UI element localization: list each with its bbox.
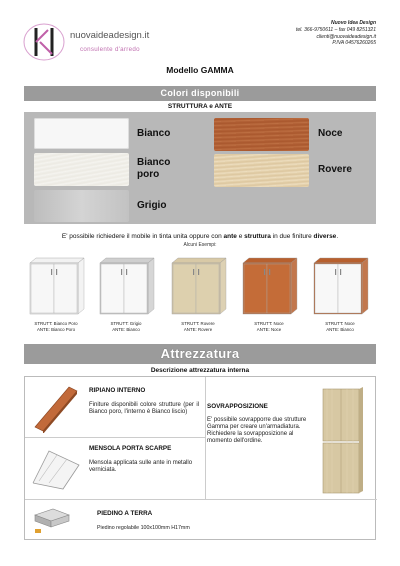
shoe-rack-icon — [29, 443, 83, 491]
item-text-shelf: Finiture disponibili colore strutture (per il Bianco poro, l'interno è Bianco liscio) — [89, 402, 199, 415]
vat-number: P.IVA 04576260265 — [332, 40, 376, 47]
item-title-foot: PIEDINO A TERRA — [97, 510, 153, 517]
email-link[interactable]: clienti@nuovaideadesign.it — [316, 33, 376, 40]
item-title-shoe-rack: MENSOLA PORTA SCARPE — [89, 445, 172, 452]
example-structure: STRUTT: Noce — [254, 321, 284, 326]
example-structure: STRUTT: Rovere — [181, 321, 215, 326]
swatch-grigio — [34, 190, 129, 222]
shelf-icon — [31, 383, 81, 433]
phone-fax: tel. 366-9750611 – fax 049 8251321 — [296, 26, 376, 33]
equipment-box — [24, 376, 376, 540]
brand-name: nuovaideadesign.it — [70, 30, 150, 41]
example-doors: ANTE: Bianco — [112, 327, 140, 332]
equipment-subtitle: Descrizione attrezzatura interna — [150, 367, 250, 374]
colors-subtitle: STRUTTURA e ANTE — [167, 103, 233, 110]
example-caption — [163, 321, 233, 333]
finish-note: E' possibile richiedere il mobile in tinta unita oppure con ante e struttura in due finiture diverse. — [61, 233, 339, 240]
example-structure: STRUTT: Noce — [325, 321, 355, 326]
example-cabinet — [168, 257, 228, 315]
example-doors: ANTE: Rovere — [183, 327, 213, 332]
example-cabinet — [26, 257, 86, 315]
swatch-label-rovere: Rovere — [318, 164, 352, 175]
page-title: Modello GAMMA — [166, 65, 234, 75]
brand-tagline: consulente d'arredo — [80, 46, 140, 53]
swatch-label-grigio: Grigio — [137, 200, 167, 211]
example-cabinet — [96, 257, 156, 315]
example-caption — [234, 321, 304, 333]
example-doors: ANTE: Bianco Poro — [36, 327, 76, 332]
brand-logo-icon — [22, 22, 66, 62]
swatch-panel — [24, 112, 376, 224]
example-caption — [21, 321, 91, 333]
examples-label: Alcuni Esempi: — [183, 242, 217, 248]
swatch-noce — [214, 118, 309, 151]
swatch-bianco-poro — [34, 153, 129, 186]
item-title-shelf: RIPIANO INTERNO — [89, 387, 146, 394]
swatch-label-bianco: Bianco — [137, 128, 171, 139]
colors-section-bar: Colori disponibili — [24, 86, 376, 101]
example-doors: ANTE: Noce — [256, 327, 282, 332]
foot-icon — [31, 505, 73, 535]
company-name: Nuovo Idea Design — [330, 20, 376, 26]
example-cabinet — [310, 257, 370, 315]
swatch-rovere — [214, 154, 309, 187]
example-cabinet — [239, 257, 299, 315]
example-caption — [305, 321, 375, 333]
item-title-stacking: SOVRAPPOSIZIONE — [207, 403, 268, 410]
swatch-bianco — [34, 118, 129, 149]
item-text-shoe-rack: Mensola applicata sulle ante in metallo verniciata. — [89, 460, 193, 473]
swatch-label-bianco-poro: Bianco poro — [137, 157, 171, 180]
example-structure: STRUTT: Bianco Poro — [34, 321, 78, 326]
contact-block — [296, 20, 376, 47]
item-text-stacking: E' possibile sovrapporre due strutture Gamma per creare un'armadiatura. Richiedere la sovrapposizione al momento dell'ordine. — [207, 417, 307, 444]
example-doors: ANTE: Bianco — [326, 327, 354, 332]
equipment-section-bar: Attrezzatura — [24, 344, 376, 364]
swatch-label-noce: Noce — [318, 128, 343, 139]
item-text-foot: Piedino regolabile 100x100mm H17mm — [97, 525, 190, 531]
example-structure: STRUTT: Grigio — [110, 321, 142, 326]
stacked-cabinet-icon — [321, 387, 365, 495]
example-caption — [91, 321, 161, 333]
